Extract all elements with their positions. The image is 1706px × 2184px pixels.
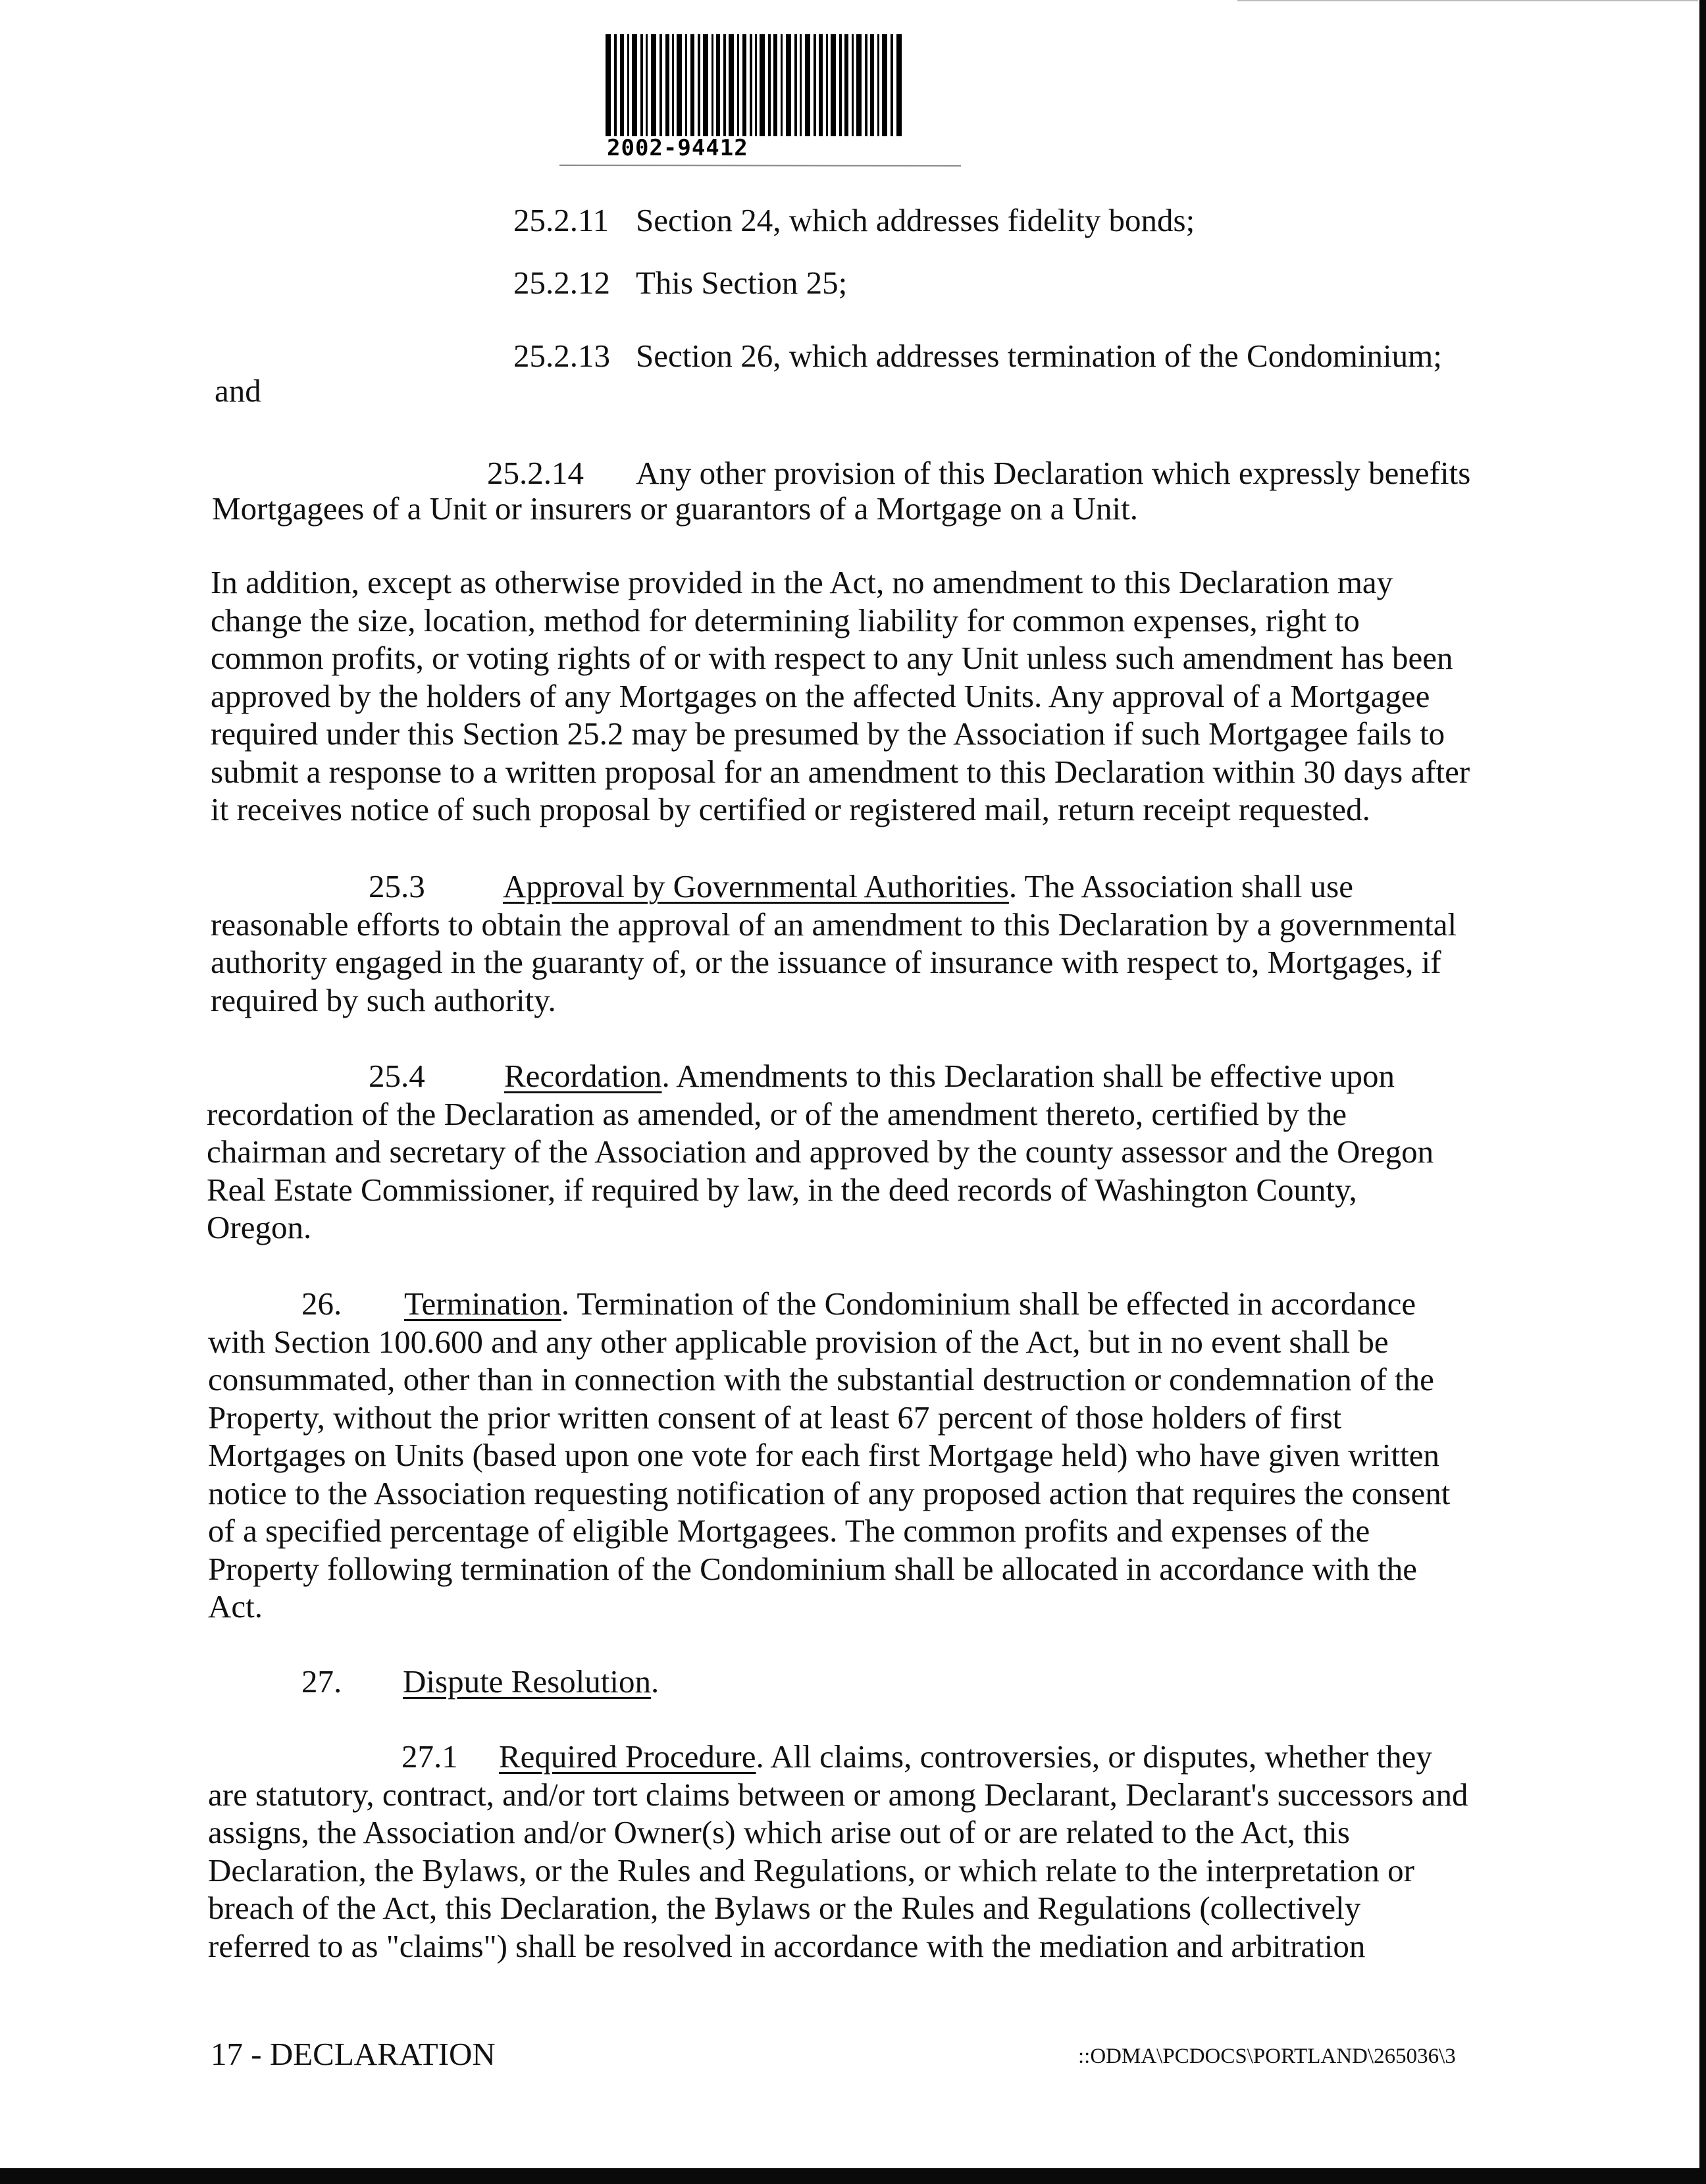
list-item: 25.2.12 This Section 25; [513,265,848,301]
and-text: and [215,373,261,409]
list-item: 25.2.14 Any other provision of this Declaration which expressly benefits [487,455,1471,491]
document-path: ::ODMA\PCDOCS\PORTLAND\265036\3 [1078,2044,1456,2068]
addition-paragraph: In addition, except as otherwise provided in the Act, no amendment to this Declaration may change the size, location, method for determining liability for common expenses, right to common profits, or voting rights of or with respect to any Unit unless such amendment has been approved by the holders of any Mortgages on the affected Units. Any approval of a Mortgagee required under this Section 25.2 may be presumed by the Association if such Mortgagee fails to submit a response to a written proposal for an amendment to this Declaration within 30 days after it receives notice of such proposal by certified or registered mail, return receipt requested. [211,564,1470,827]
scan-edge-line [1237,0,1698,1]
page-footer-label: 17 - DECLARATION [211,2036,496,2072]
barcode-image [606,34,903,136]
list-item: 25.2.13 Section 26, which addresses termination of the Condominium; [513,338,1442,374]
list-item-continuation: Mortgagees of a Unit or insurers or guarantors of a Mortgage on a Unit. [212,490,1139,527]
scan-border-right [1699,0,1706,2184]
section-heading: Termination [404,1286,561,1322]
section-27: 27. Dispute Resolution. [301,1663,659,1700]
section-heading: Required Procedure [499,1738,756,1775]
section-25-4: 25.4 Recordation. Amendments to this Declaration shall be effective upon recordation of the Declaration as amended, or of the amendment thereto, certified by the chairman and secretary of the Association and approved by the county assessor and the Oregon Real Estate Commissioner, if required by law, in the deed records of Washington County, Oregon. [207,1058,1434,1245]
section-27-1: 27.1 Required Procedure. All claims, controversies, or disputes, whether they are statutory, contract, and/or tort claims between or among Declarant, Declarant's successors and assigns, the Association and/or Owner(s) which arise out of or are related to the Act, this Declaration, the Bylaws, or the Rules and Regulations, or which relate to the interpretation or breach of the Act, this Declaration, the Bylaws or the Rules and Regulations (collectively referred to as "claims") shall be resolved in accordance with the mediation and arbitration [208,1738,1468,1964]
list-item: 25.2.11 Section 24, which addresses fidelity bonds; [513,202,1195,238]
barcode-number: 2002-94412 [607,135,748,161]
section-26: 26. Termination. Termination of the Condominium shall be effected in accordance with Section 100.600 and any other applicable provision of the Act, but in no event shall be consummated, other than in connection with the substantial destruction or condemnation of the Property, without the prior written consent of at least 67 percent of those holders of first Mortgages on Units (based upon one vote for each first Mortgage held) who have given written notice to the Association requesting notification of any proposed action that requires the consent of a specified percentage of eligible Mortgagees. The common profits and expenses of the Property following termination of the Condominium shall be allocated in accordance with the Act. [208,1286,1451,1625]
section-25-3: 25.3 Approval by Governmental Authorities. The Association shall use reasonable efforts to obtain the approval of an amendment to this Declaration by a governmental authority engaged in the guaranty of, or the issuance of insurance with respect to, Mortgages, if required by such authority. [211,868,1457,1018]
scan-border-bottom [0,2168,1706,2184]
barcode-underline [559,165,961,167]
section-heading: Dispute Resolution [403,1663,652,1700]
section-heading: Recordation [504,1058,662,1094]
section-heading: Approval by Governmental Authorities [503,868,1009,904]
